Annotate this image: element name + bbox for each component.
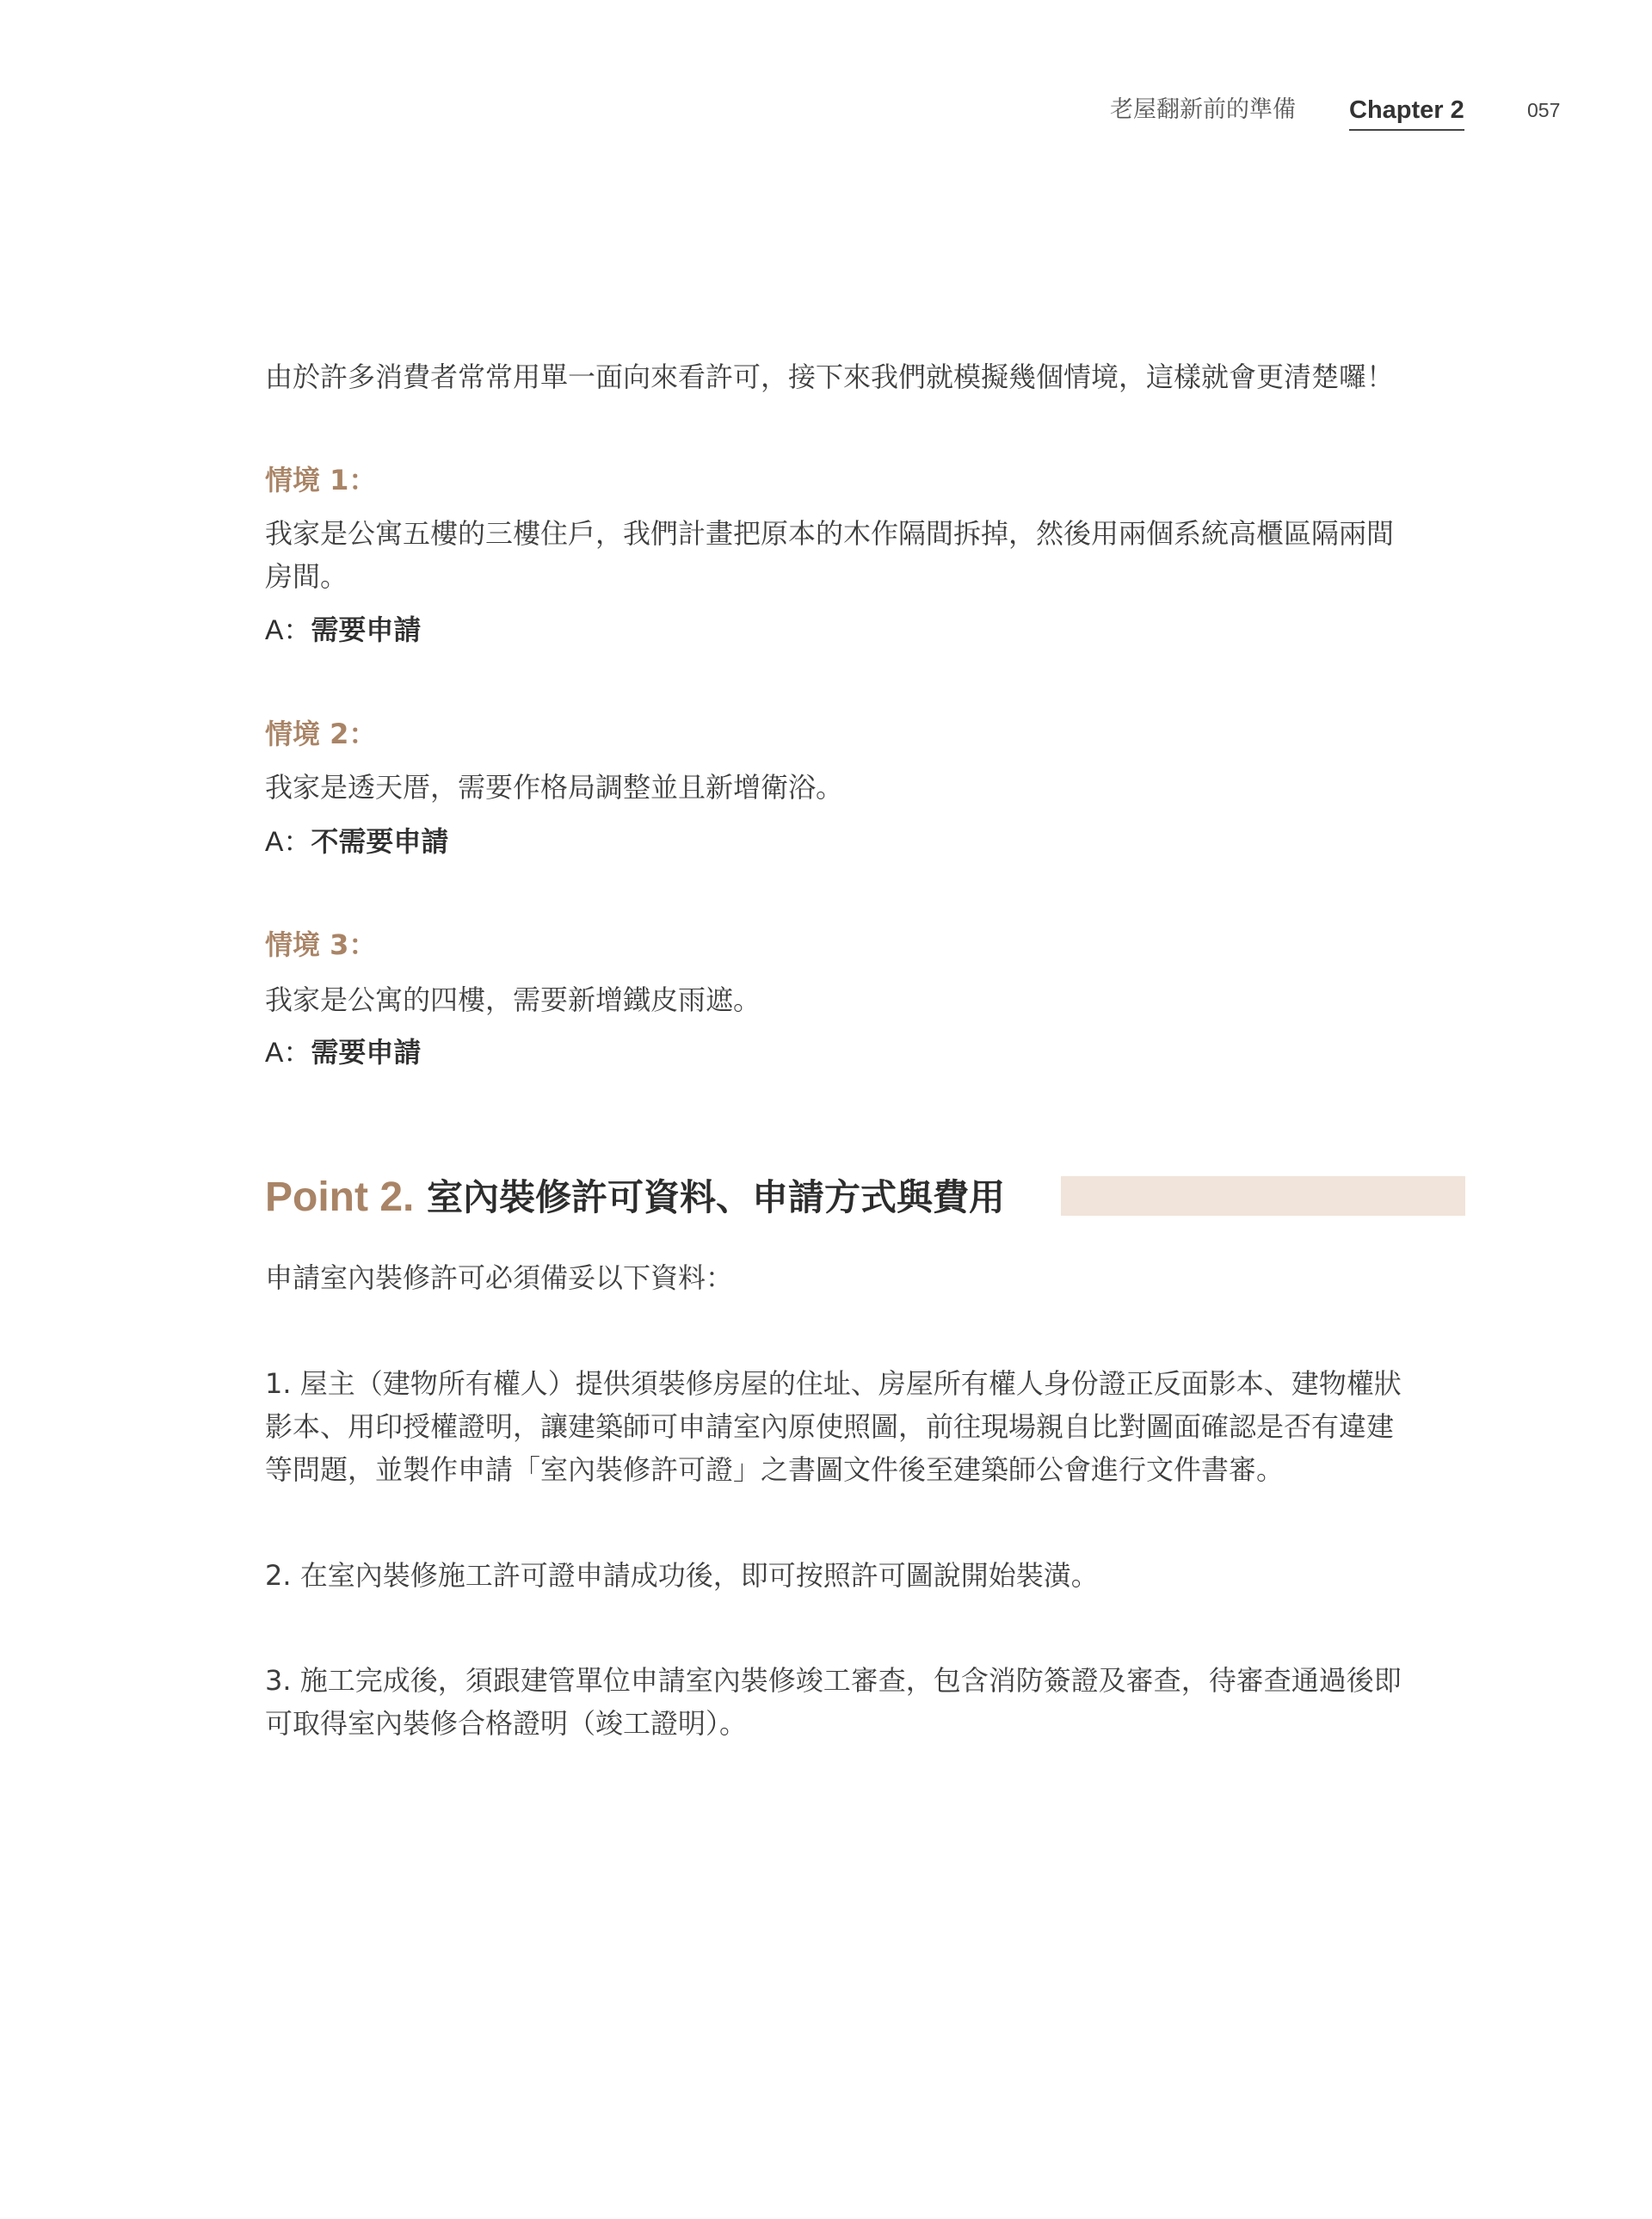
answer-value: 需要申請 [311, 1036, 422, 1069]
requirement-1-line-2: 影本、用印授權證明，讓建築師可申請室內原使照圖，前往現場親自比對圖面確認是否有違建 [265, 1410, 1395, 1443]
requirements-intro: 申請室內裝修許可必須備妥以下資料： [265, 1261, 734, 1294]
answer-value: 需要申請 [311, 613, 422, 646]
scenario-2-answer [265, 820, 448, 863]
scenario-2-title: 情境 2： [265, 718, 377, 750]
answer-prefix: A： [265, 614, 311, 645]
answer-value: 不需要申請 [311, 825, 449, 858]
section-title: 老屋翻新前的準備 [1110, 96, 1296, 123]
scenario-3-answer [265, 1031, 421, 1074]
requirement-2-line-1: 2. 在室內裝修施工許可證申請成功後，即可按照許可圖說開始裝潢。 [265, 1559, 1099, 1592]
answer-prefix: A： [265, 1037, 311, 1068]
point-label: Point 2. [265, 1174, 415, 1220]
intro-paragraph: 由於許多消費者常常用單一面向來看許可，接下來我們就模擬幾個情境，這樣就會更清楚囉！ [265, 361, 1395, 393]
requirement-1-line-3: 等問題，並製作申請「室內裝修許可證」之書圖文件後至建築師公會進行文件書審。 [265, 1453, 1285, 1486]
running-header [0, 93, 1652, 127]
scenario-1-line-1: 我家是公寓五樓的三樓住戶，我們計畫把原本的木作隔間拆掉，然後用兩個系統高櫃區隔兩間 [265, 517, 1395, 550]
requirement-1-line-1: 1. 屋主（建物所有權人）提供須裝修房屋的住址、房屋所有權人身份證正反面影本、建物權狀 [265, 1367, 1402, 1400]
scenario-2-description: 我家是透天厝，需要作格局調整並且新增衛浴。 [265, 771, 844, 804]
scenario-1-answer [265, 608, 421, 651]
scenario-3-description: 我家是公寓的四樓，需要新增鐵皮雨遮。 [265, 983, 761, 1016]
requirement-3-line-2: 可取得室內裝修合格證明（竣工證明）。 [265, 1707, 748, 1740]
scenario-1-title: 情境 1： [265, 464, 377, 496]
heading-accent-bar [1061, 1176, 1465, 1216]
answer-prefix: A： [265, 826, 311, 857]
scenario-1-line-2: 房間。 [265, 560, 348, 593]
point-title: 室內裝修許可資料、申請方式與費用 [427, 1176, 1006, 1218]
page-number: 057 [1527, 99, 1561, 121]
scenario-3-title: 情境 3： [265, 928, 377, 961]
requirement-3-line-1: 3. 施工完成後，須跟建管單位申請室內裝修竣工審查，包含消防簽證及審查，待審查通過後即 [265, 1664, 1402, 1697]
point-heading [265, 1170, 1465, 1230]
chapter-label: Chapter 2 [1349, 93, 1464, 131]
